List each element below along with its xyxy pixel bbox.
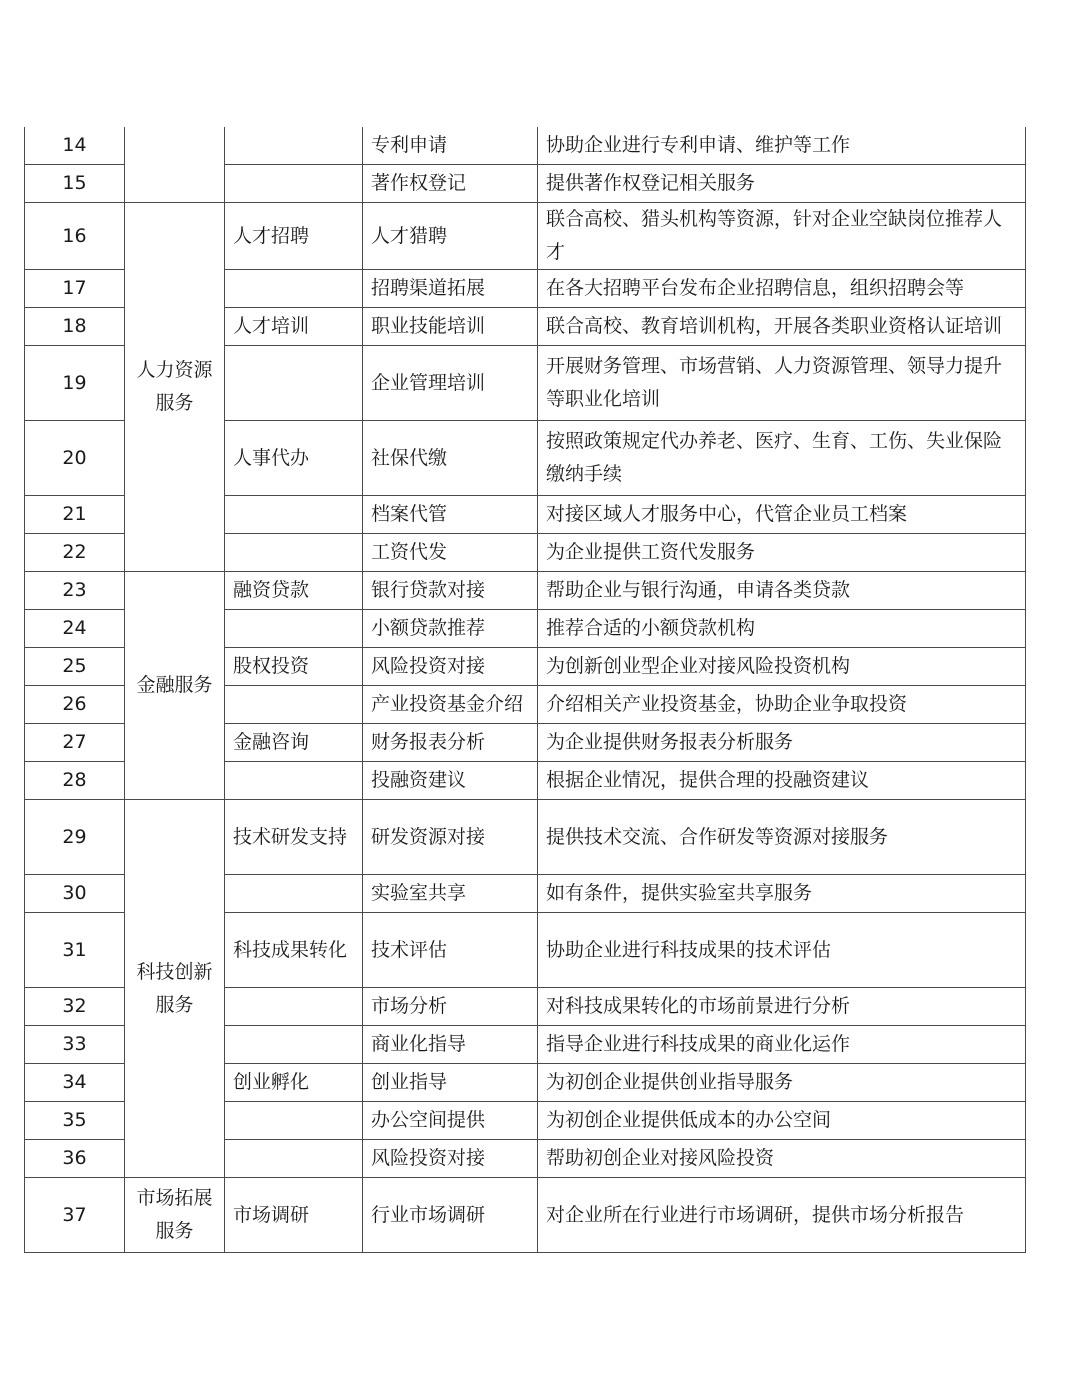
description-cell: 提供技术交流、合作研发等资源对接服务 bbox=[538, 800, 1026, 875]
description-cell: 如有条件，提供实验室共享服务 bbox=[538, 875, 1026, 913]
row-number: 16 bbox=[25, 203, 125, 270]
category-cell-tech bbox=[125, 800, 225, 1178]
item-cell: 社保代缴 bbox=[363, 421, 538, 496]
description-cell: 推荐合适的小额贷款机构 bbox=[538, 610, 1026, 648]
description-cell: 按照政策规定代办养老、医疗、生育、工伤、失业保险缴纳手续 bbox=[538, 421, 1026, 496]
table-row bbox=[25, 800, 1026, 875]
subcategory-cell: 金融咨询 bbox=[225, 724, 363, 762]
row-number: 28 bbox=[25, 762, 125, 800]
row-number: 32 bbox=[25, 988, 125, 1026]
description-cell: 对科技成果转化的市场前景进行分析 bbox=[538, 988, 1026, 1026]
description-cell: 协助企业进行专利申请、维护等工作 bbox=[538, 127, 1026, 165]
row-number: 27 bbox=[25, 724, 125, 762]
item-cell: 市场分析 bbox=[363, 988, 538, 1026]
category-cell-market bbox=[125, 1178, 225, 1253]
row-number: 36 bbox=[25, 1140, 125, 1178]
subcategory-cell bbox=[225, 165, 363, 203]
row-number: 35 bbox=[25, 1102, 125, 1140]
item-cell: 财务报表分析 bbox=[363, 724, 538, 762]
subcategory-cell bbox=[225, 686, 363, 724]
item-cell: 研发资源对接 bbox=[363, 800, 538, 875]
description-cell: 联合高校、教育培训机构，开展各类职业资格认证培训 bbox=[538, 308, 1026, 346]
subcategory-cell: 技术研发支持 bbox=[225, 800, 363, 875]
subcategory-cell: 人才招聘 bbox=[225, 203, 363, 270]
item-cell: 招聘渠道拓展 bbox=[363, 270, 538, 308]
description-cell: 为创新创业型企业对接风险投资机构 bbox=[538, 648, 1026, 686]
table-row bbox=[25, 572, 1026, 610]
item-cell: 商业化指导 bbox=[363, 1026, 538, 1064]
description-cell: 为初创企业提供创业指导服务 bbox=[538, 1064, 1026, 1102]
category-label-line: 科技创新 bbox=[136, 960, 213, 983]
subcategory-cell bbox=[225, 346, 363, 421]
description-cell: 协助企业进行科技成果的技术评估 bbox=[538, 913, 1026, 988]
row-number: 22 bbox=[25, 534, 125, 572]
row-number: 23 bbox=[25, 572, 125, 610]
description-cell: 为初创企业提供低成本的办公空间 bbox=[538, 1102, 1026, 1140]
description-cell: 根据企业情况，提供合理的投融资建议 bbox=[538, 762, 1026, 800]
row-number: 17 bbox=[25, 270, 125, 308]
subcategory-cell bbox=[225, 610, 363, 648]
category-label-line: 服务 bbox=[155, 392, 194, 414]
subcategory-cell bbox=[225, 270, 363, 308]
service-table bbox=[24, 127, 1026, 1253]
row-number: 26 bbox=[25, 686, 125, 724]
table-row bbox=[25, 127, 1026, 165]
row-number: 34 bbox=[25, 1064, 125, 1102]
item-cell: 人才猎聘 bbox=[363, 203, 538, 270]
description-cell: 对接区域人才服务中心，代管企业员工档案 bbox=[538, 496, 1026, 534]
subcategory-cell: 融资贷款 bbox=[225, 572, 363, 610]
row-number: 29 bbox=[25, 800, 125, 875]
description-cell: 在各大招聘平台发布企业招聘信息，组织招聘会等 bbox=[538, 270, 1026, 308]
row-number: 20 bbox=[25, 421, 125, 496]
item-cell: 产业投资基金介绍 bbox=[363, 686, 538, 724]
subcategory-cell: 科技成果转化 bbox=[225, 913, 363, 988]
subcategory-cell: 人事代办 bbox=[225, 421, 363, 496]
category-label-line: 市场拓展 bbox=[136, 1187, 213, 1209]
item-cell: 技术评估 bbox=[363, 913, 538, 988]
item-cell: 风险投资对接 bbox=[363, 648, 538, 686]
item-cell: 银行贷款对接 bbox=[363, 572, 538, 610]
item-cell: 职业技能培训 bbox=[363, 308, 538, 346]
description-cell: 为企业提供财务报表分析服务 bbox=[538, 724, 1026, 762]
category-label-line: 人力资源 bbox=[136, 359, 213, 381]
item-cell: 档案代管 bbox=[363, 496, 538, 534]
subcategory-cell bbox=[225, 875, 363, 913]
row-number: 37 bbox=[25, 1178, 125, 1253]
table-row bbox=[25, 1178, 1026, 1253]
category-label-line: 服务 bbox=[155, 993, 194, 1016]
description-cell: 介绍相关产业投资基金，协助企业争取投资 bbox=[538, 686, 1026, 724]
description-cell: 对企业所在行业进行市场调研，提供市场分析报告 bbox=[538, 1178, 1026, 1253]
row-number: 14 bbox=[25, 127, 125, 165]
description-cell: 联合高校、猎头机构等资源，针对企业空缺岗位推荐人才 bbox=[538, 203, 1026, 270]
description-cell: 帮助企业与银行沟通，申请各类贷款 bbox=[538, 572, 1026, 610]
item-cell: 专利申请 bbox=[363, 127, 538, 165]
subcategory-cell bbox=[225, 988, 363, 1026]
item-cell: 投融资建议 bbox=[363, 762, 538, 800]
description-cell: 帮助初创企业对接风险投资 bbox=[538, 1140, 1026, 1178]
row-number: 31 bbox=[25, 913, 125, 988]
description-cell: 为企业提供工资代发服务 bbox=[538, 534, 1026, 572]
subcategory-cell bbox=[225, 496, 363, 534]
item-cell: 风险投资对接 bbox=[363, 1140, 538, 1178]
row-number: 21 bbox=[25, 496, 125, 534]
subcategory-cell bbox=[225, 1102, 363, 1140]
subcategory-cell: 人才培训 bbox=[225, 308, 363, 346]
table-row bbox=[25, 203, 1026, 270]
category-label-line: 服务 bbox=[155, 1220, 194, 1242]
category-cell-finance: 金融服务 bbox=[125, 572, 225, 800]
item-cell: 小额贷款推荐 bbox=[363, 610, 538, 648]
row-number: 30 bbox=[25, 875, 125, 913]
item-cell: 工资代发 bbox=[363, 534, 538, 572]
item-cell: 创业指导 bbox=[363, 1064, 538, 1102]
item-cell: 企业管理培训 bbox=[363, 346, 538, 421]
item-cell: 行业市场调研 bbox=[363, 1178, 538, 1253]
subcategory-cell: 股权投资 bbox=[225, 648, 363, 686]
subcategory-cell: 市场调研 bbox=[225, 1178, 363, 1253]
description-cell: 开展财务管理、市场营销、人力资源管理、领导力提升等职业化培训 bbox=[538, 346, 1026, 421]
description-cell: 指导企业进行科技成果的商业化运作 bbox=[538, 1026, 1026, 1064]
subcategory-cell bbox=[225, 127, 363, 165]
row-number: 19 bbox=[25, 346, 125, 421]
subcategory-cell bbox=[225, 762, 363, 800]
row-number: 24 bbox=[25, 610, 125, 648]
item-cell: 实验室共享 bbox=[363, 875, 538, 913]
row-number: 33 bbox=[25, 1026, 125, 1064]
row-number: 25 bbox=[25, 648, 125, 686]
row-number: 15 bbox=[25, 165, 125, 203]
item-cell: 办公空间提供 bbox=[363, 1102, 538, 1140]
category-cell-hr bbox=[125, 203, 225, 572]
row-number: 18 bbox=[25, 308, 125, 346]
subcategory-cell: 创业孵化 bbox=[225, 1064, 363, 1102]
description-cell: 提供著作权登记相关服务 bbox=[538, 165, 1026, 203]
subcategory-cell bbox=[225, 1026, 363, 1064]
category-cell bbox=[125, 127, 225, 203]
subcategory-cell bbox=[225, 1140, 363, 1178]
item-cell: 著作权登记 bbox=[363, 165, 538, 203]
subcategory-cell bbox=[225, 534, 363, 572]
